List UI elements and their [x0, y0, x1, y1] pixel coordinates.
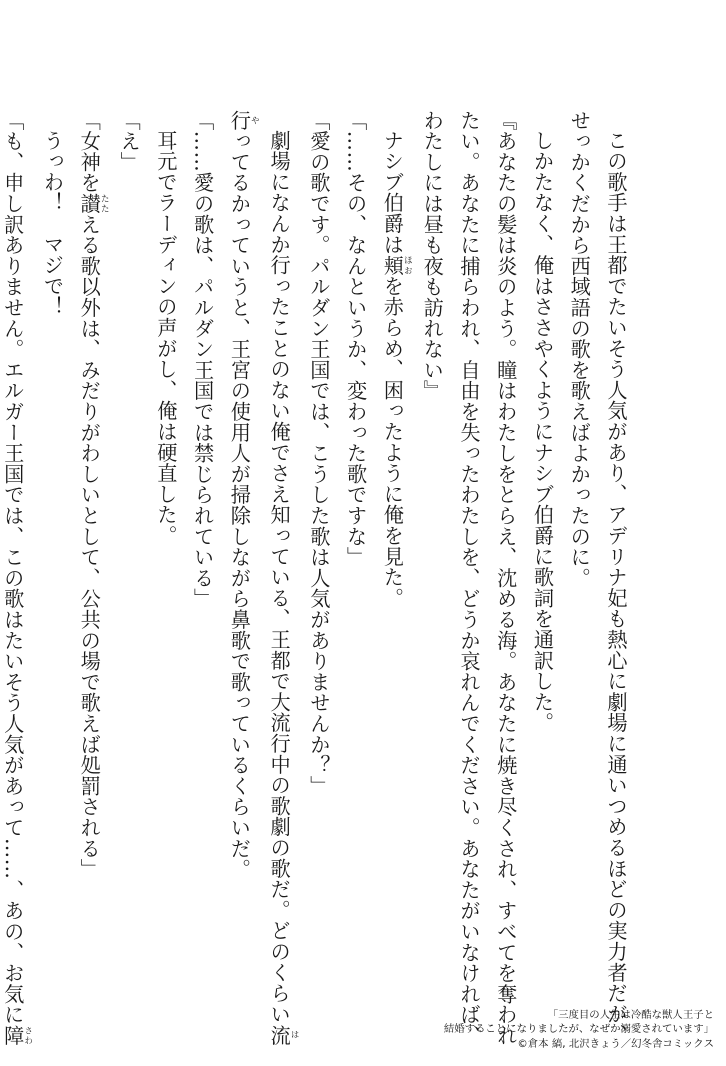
text-column — [524, 110, 561, 940]
text-segment: この歌手は王都でたいそう人気があり、アデリナ妃も熱心に劇場に通いつめるほどの実力者だが、 — [604, 130, 628, 1046]
text-segment: 「え」 — [117, 110, 142, 173]
text-segment: 「も、申し訳ありません。エルガー王国では、この歌はたいそう人気があって……、あの、お気に — [0, 110, 25, 1026]
credit-copyright-line: ©倉本 縞, 北沢きょう／幻冬舎コミックス — [517, 1038, 714, 1051]
text-column — [147, 110, 184, 940]
text-column — [597, 110, 634, 1046]
furigana-word: 障 さわ — [0, 1025, 34, 1046]
text-column — [110, 110, 147, 940]
text-segment: 劇場になんか行ったことのない俺でさえ知っている、王都で大流行中の歌劇の歌だ。どのくらい — [267, 130, 292, 1025]
text-segment: 「……愛の歌は、パルダン王国では禁じられている」 — [190, 110, 215, 610]
furigana-word: 頬 ほお — [380, 255, 414, 276]
text-segment: うっわ！ マジで！ — [40, 130, 65, 318]
text-segment: える歌以外は、みだりがわしいとして、公共の場で歌えば処罰される」 — [77, 214, 102, 880]
furigana-word: 行 や — [227, 110, 261, 131]
text-column — [374, 110, 414, 940]
text-segment: を赤らめ、困ったように俺を見た。 — [380, 275, 405, 609]
copyright-credit — [444, 1008, 714, 1052]
text-column — [413, 110, 450, 940]
text-segment: 耳元でラーディンの声がし、俺は硬直した。 — [153, 130, 178, 547]
furigana-word: 流 は — [267, 1024, 301, 1046]
text-column — [0, 110, 34, 1046]
text-column — [260, 110, 301, 1046]
text-column — [450, 110, 487, 1046]
text-column — [34, 110, 71, 940]
text-segment: 「愛の歌です。パルダン王国では、こうした歌は人気がありませんか？」 — [306, 110, 331, 797]
text-segment: しかたなく、俺はささやくようにナシブ伯爵に歌詞を通訳した。 — [530, 130, 555, 734]
text-column — [300, 110, 337, 940]
text-column — [487, 110, 524, 1046]
text-column — [221, 110, 261, 940]
text-column — [337, 110, 374, 940]
text-column — [560, 110, 597, 940]
text-segment: 「女神を — [77, 110, 102, 194]
credit-title-line-2: 結婚することになりましたが、なぜか溺愛されています」 — [443, 1023, 714, 1036]
text-segment: 『あなたの髪は炎のよう。瞳はわたしをとらえ、沈める海。あなたに焼き尽くされ、すべてを奪われ — [493, 110, 518, 1046]
text-column — [71, 110, 111, 940]
text-segment: たい。あなたに捕らわれ、自由を失ったわたしを、どうか哀れんでください。あなたがいなければ、 — [456, 110, 481, 1046]
credit-title-line-1: 「三度目の人生は冷酷な獣人王子と — [547, 1008, 714, 1021]
text-segment: 「……その、なんというか、変わった歌ですな」 — [343, 110, 368, 568]
text-column — [184, 110, 221, 940]
text-segment: わたしには昼も夜も訪れない』 — [420, 110, 445, 402]
text-segment: せっかくだから西域語の歌を歌えばよかったのに。 — [567, 110, 592, 589]
text-segment: ナシブ伯爵は — [380, 130, 405, 255]
furigana-word: 讃 たた — [77, 193, 111, 215]
text-segment: ってるかっていうと、王宮の使用人が掃除しながら鼻歌で歌っているくらいだ。 — [227, 130, 252, 880]
